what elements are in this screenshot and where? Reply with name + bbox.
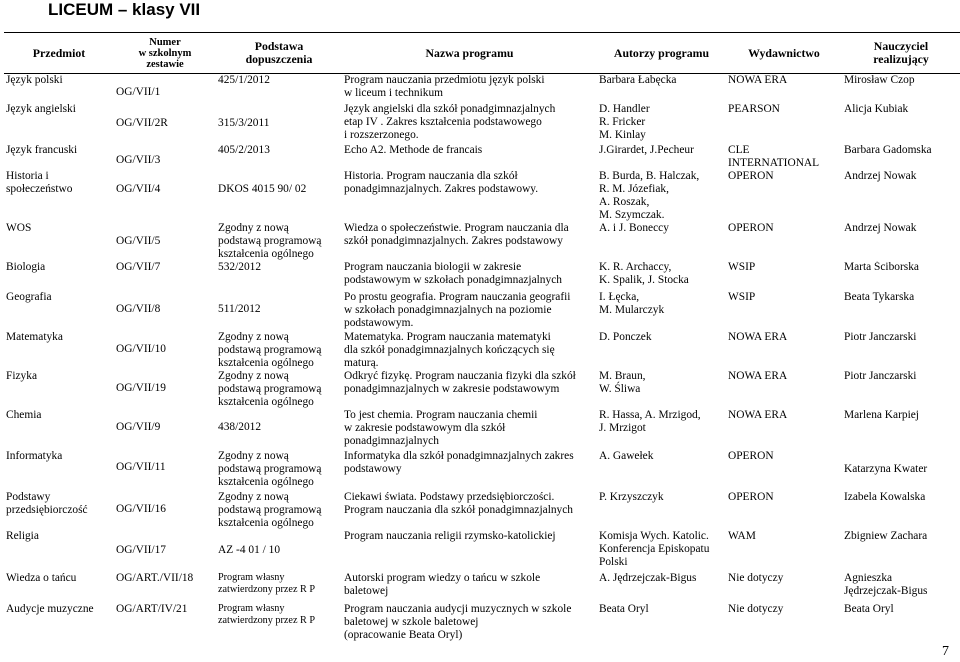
cell-number: OG/VII/10 bbox=[116, 342, 166, 355]
cell-number: OG/VII/1 bbox=[116, 86, 161, 98]
cell-basis: Zgodny z nową podstawą programową kształcenia ogólnego bbox=[218, 490, 322, 529]
cell-publisher: WSIP bbox=[728, 290, 756, 303]
cell-basis: 405/2/2013 bbox=[218, 143, 270, 156]
cell-publisher: CLE INTERNATIONAL bbox=[728, 143, 820, 169]
cell-subject: Matematyka bbox=[6, 330, 63, 343]
cell-teacher: Mirosław Czop bbox=[844, 74, 915, 86]
cell-basis: Program własny zatwierdzony przez R P bbox=[218, 602, 316, 626]
cell-number: OG/VII/17 bbox=[116, 543, 166, 556]
cell-subject: Podstawy przedsiębiorczość bbox=[6, 490, 88, 516]
table-row bbox=[4, 603, 960, 647]
cell-program: Wiedza o społeczeństwie. Program nauczania dla szkół ponadgimnazjalnych. Zakres podstawowy bbox=[344, 221, 569, 247]
cell-basis: Zgodny z nową podstawą programową kształcenia ogólnego bbox=[218, 221, 322, 260]
cell-publisher: WAM bbox=[728, 529, 756, 542]
cell-program: Program nauczania przedmiotu język polski w liceum i technikum bbox=[344, 74, 545, 99]
cell-teacher: Marlena Karpiej bbox=[844, 408, 919, 421]
header-row bbox=[4, 33, 960, 74]
cell-number: OG/VII/19 bbox=[116, 381, 166, 394]
cell-number: OG/VII/5 bbox=[116, 234, 161, 247]
table-row bbox=[4, 74, 960, 103]
cell-authors: A. Gawełek bbox=[599, 449, 654, 462]
cell-publisher: NOWA ERA bbox=[728, 330, 788, 343]
header-program: Nazwa programu bbox=[425, 45, 514, 60]
header-authors: Autorzy programu bbox=[613, 45, 710, 60]
page-title: LICEUM – klasy VII bbox=[48, 0, 201, 19]
table-row bbox=[4, 450, 960, 491]
cell-program: Historia. Program nauczania dla szkół ponadgimnazjalnych. Zakres podstawowy. bbox=[344, 169, 539, 195]
cell-number: OG/VII/3 bbox=[116, 153, 161, 166]
cell-authors: Komisja Wych. Katolic. Konferencja Episkopatu Polski bbox=[599, 529, 710, 568]
cell-basis: Program własny zatwierdzony przez R P bbox=[218, 571, 316, 595]
cell-program: Matematyka. Program nauczania matematyki dla szkół ponadgimnazjalnych kończących się maturą. bbox=[344, 330, 555, 369]
cell-number: OG/ART./VII/18 bbox=[116, 571, 194, 584]
cell-program: Autorski program wiedzy o tańcu w szkole baletowej bbox=[344, 571, 541, 597]
table-row bbox=[4, 170, 960, 222]
cell-authors: I. Łęcka, M. Mularczyk bbox=[599, 290, 665, 316]
cell-number: OG/VII/4 bbox=[116, 182, 161, 195]
table-row bbox=[4, 331, 960, 370]
cell-basis: Zgodny z nową podstawą programową kształcenia ogólnego bbox=[218, 330, 322, 369]
header-subject: Przedmiot bbox=[32, 45, 86, 60]
cell-subject: Język francuski bbox=[6, 143, 78, 156]
cell-number: OG/VII/8 bbox=[116, 302, 161, 315]
cell-publisher: WSIP bbox=[728, 260, 756, 273]
cell-publisher: OPERON bbox=[728, 490, 774, 503]
table-row bbox=[4, 491, 960, 530]
cell-teacher: Alicja Kubiak bbox=[844, 102, 909, 115]
cell-subject: Język polski bbox=[6, 74, 63, 86]
cell-subject: Informatyka bbox=[6, 449, 63, 462]
cell-basis: 425/1/2012 bbox=[218, 74, 270, 86]
cell-teacher: Beata Tykarska bbox=[844, 290, 915, 303]
cell-teacher: Piotr Janczarski bbox=[844, 369, 917, 382]
table-row bbox=[4, 572, 960, 603]
cell-publisher: Nie dotyczy bbox=[728, 571, 784, 584]
header-number: Numer w szkolnym zestawie bbox=[138, 36, 192, 70]
cell-subject: Fizyka bbox=[6, 369, 38, 382]
cell-teacher: Izabela Kowalska bbox=[844, 490, 926, 503]
cell-teacher: Andrzej Nowak bbox=[844, 221, 917, 234]
cell-publisher: NOWA ERA bbox=[728, 369, 788, 382]
header-basis: Podstawa dopuszczenia bbox=[245, 39, 313, 66]
cell-teacher: Beata Oryl bbox=[844, 602, 894, 615]
cell-basis: AZ -4 01 / 10 bbox=[218, 543, 281, 556]
cell-number: OG/VII/2R bbox=[116, 116, 168, 129]
page-number: 7 bbox=[942, 644, 949, 659]
cell-basis: 532/2012 bbox=[218, 260, 262, 273]
cell-subject: Chemia bbox=[6, 408, 42, 421]
cell-program: Program nauczania biologii w zakresie podstawowym w szkołach ponadgimnazjalnych bbox=[344, 260, 562, 286]
cell-teacher: Piotr Janczarski bbox=[844, 330, 917, 343]
cell-basis: 315/3/2011 bbox=[218, 116, 270, 129]
cell-publisher: OPERON bbox=[728, 449, 774, 462]
curriculum-table bbox=[4, 32, 960, 647]
cell-authors: A. Jędrzejczak-Bigus bbox=[599, 571, 697, 584]
cell-subject: WOS bbox=[6, 221, 32, 234]
cell-number: OG/VII/7 bbox=[116, 260, 161, 273]
cell-subject: Biologia bbox=[6, 260, 46, 273]
header-publisher: Wydawnictwo bbox=[748, 45, 820, 60]
cell-number: OG/VII/9 bbox=[116, 420, 161, 433]
cell-program: Po prostu geografia. Program nauczania geografii w szkołach ponadgimnazjalnych na poziomie podstawowym. bbox=[344, 290, 571, 329]
table-row bbox=[4, 103, 960, 144]
cell-program: Język angielski dla szkół ponadgimnazjalnych etap IV . Zakres kształcenia podstawowego i rozszerzonego. bbox=[344, 102, 556, 141]
cell-authors: D. Handler R. Fricker M. Kinlay bbox=[599, 102, 650, 141]
cell-publisher: PEARSON bbox=[728, 102, 780, 115]
cell-basis: DKOS 4015 90/ 02 bbox=[218, 182, 307, 195]
cell-authors: P. Krzyszczyk bbox=[599, 490, 664, 503]
table-row bbox=[4, 144, 960, 170]
table-row bbox=[4, 370, 960, 409]
cell-teacher: Katarzyna Kwater bbox=[844, 462, 928, 475]
cell-number: OG/VII/16 bbox=[116, 502, 166, 515]
cell-basis: 511/2012 bbox=[218, 302, 261, 315]
cell-number: OG/ART/IV/21 bbox=[116, 602, 188, 615]
table-row bbox=[4, 291, 960, 331]
cell-publisher: NOWA ERA bbox=[728, 74, 788, 86]
cell-teacher: Andrzej Nowak bbox=[844, 169, 917, 182]
cell-publisher: OPERON bbox=[728, 169, 774, 182]
cell-publisher: OPERON bbox=[728, 221, 774, 234]
cell-teacher: Zbigniew Zachara bbox=[844, 529, 928, 542]
cell-program: Informatyka dla szkół ponadgimnazjalnych zakres podstawowy bbox=[344, 449, 574, 475]
cell-authors: R. Hassa, A. Mrzigod, J. Mrzigot bbox=[599, 408, 701, 434]
cell-program: Ciekawi świata. Podstawy przedsiębiorczości. Program nauczania dla szkół ponadgimnazjalnych bbox=[344, 490, 573, 516]
cell-teacher: Barbara Gadomska bbox=[844, 143, 932, 156]
cell-subject: Geografia bbox=[6, 290, 52, 303]
cell-authors: A. i J. Boneccy bbox=[599, 221, 669, 234]
table-row bbox=[4, 261, 960, 291]
cell-program: Echo A2. Methode de francais bbox=[344, 143, 483, 156]
cell-teacher: Agnieszka Jędrzejczak-Bigus bbox=[844, 571, 928, 597]
cell-subject: Audycje muzyczne bbox=[6, 602, 94, 615]
cell-authors: M. Braun, W. Śliwa bbox=[599, 369, 646, 395]
cell-publisher: NOWA ERA bbox=[728, 408, 788, 421]
cell-authors: K. R. Archaccy, K. Spalik, J. Stocka bbox=[599, 260, 689, 286]
cell-subject: Wiedza o tańcu bbox=[6, 571, 77, 584]
cell-basis: 438/2012 bbox=[218, 420, 262, 433]
cell-number: OG/VII/11 bbox=[116, 460, 166, 473]
cell-subject: Religia bbox=[6, 529, 39, 542]
cell-program: Odkryć fizykę. Program nauczania fizyki dla szkół ponadgimnazjalnych w zakresie podstawowym bbox=[344, 369, 576, 395]
cell-authors: J.Girardet, J.Pecheur bbox=[599, 143, 694, 156]
cell-program: Program nauczania religii rzymsko-katolickiej bbox=[344, 529, 556, 542]
table-row bbox=[4, 530, 960, 572]
cell-basis: Zgodny z nową podstawą programową kształcenia ogólnego bbox=[218, 449, 322, 488]
cell-authors: Beata Oryl bbox=[599, 602, 649, 615]
cell-authors: D. Ponczek bbox=[599, 330, 652, 343]
table-row bbox=[4, 222, 960, 261]
cell-authors: B. Burda, B. Halczak, R. M. Józefiak, A. Roszak, M. Szymczak. bbox=[599, 169, 700, 221]
cell-publisher: Nie dotyczy bbox=[728, 602, 784, 615]
cell-subject: Język angielski bbox=[6, 102, 76, 115]
cell-program: To jest chemia. Program nauczania chemii w zakresie podstawowym dla szkół ponadgimnazjalnych bbox=[344, 408, 538, 447]
cell-program: Program nauczania audycji muzycznych w szkole baletowej w szkole baletowej (opracowanie Beata Oryl) bbox=[344, 602, 572, 641]
header-teacher: Nauczyciel realizujący bbox=[873, 39, 929, 66]
cell-authors: Barbara Łabęcka bbox=[599, 74, 677, 86]
table-row bbox=[4, 409, 960, 450]
cell-subject: Historia i społeczeństwo bbox=[6, 169, 73, 195]
cell-basis: Zgodny z nową podstawą programową kształcenia ogólnego bbox=[218, 369, 322, 408]
cell-teacher: Marta Ściborska bbox=[844, 260, 919, 273]
